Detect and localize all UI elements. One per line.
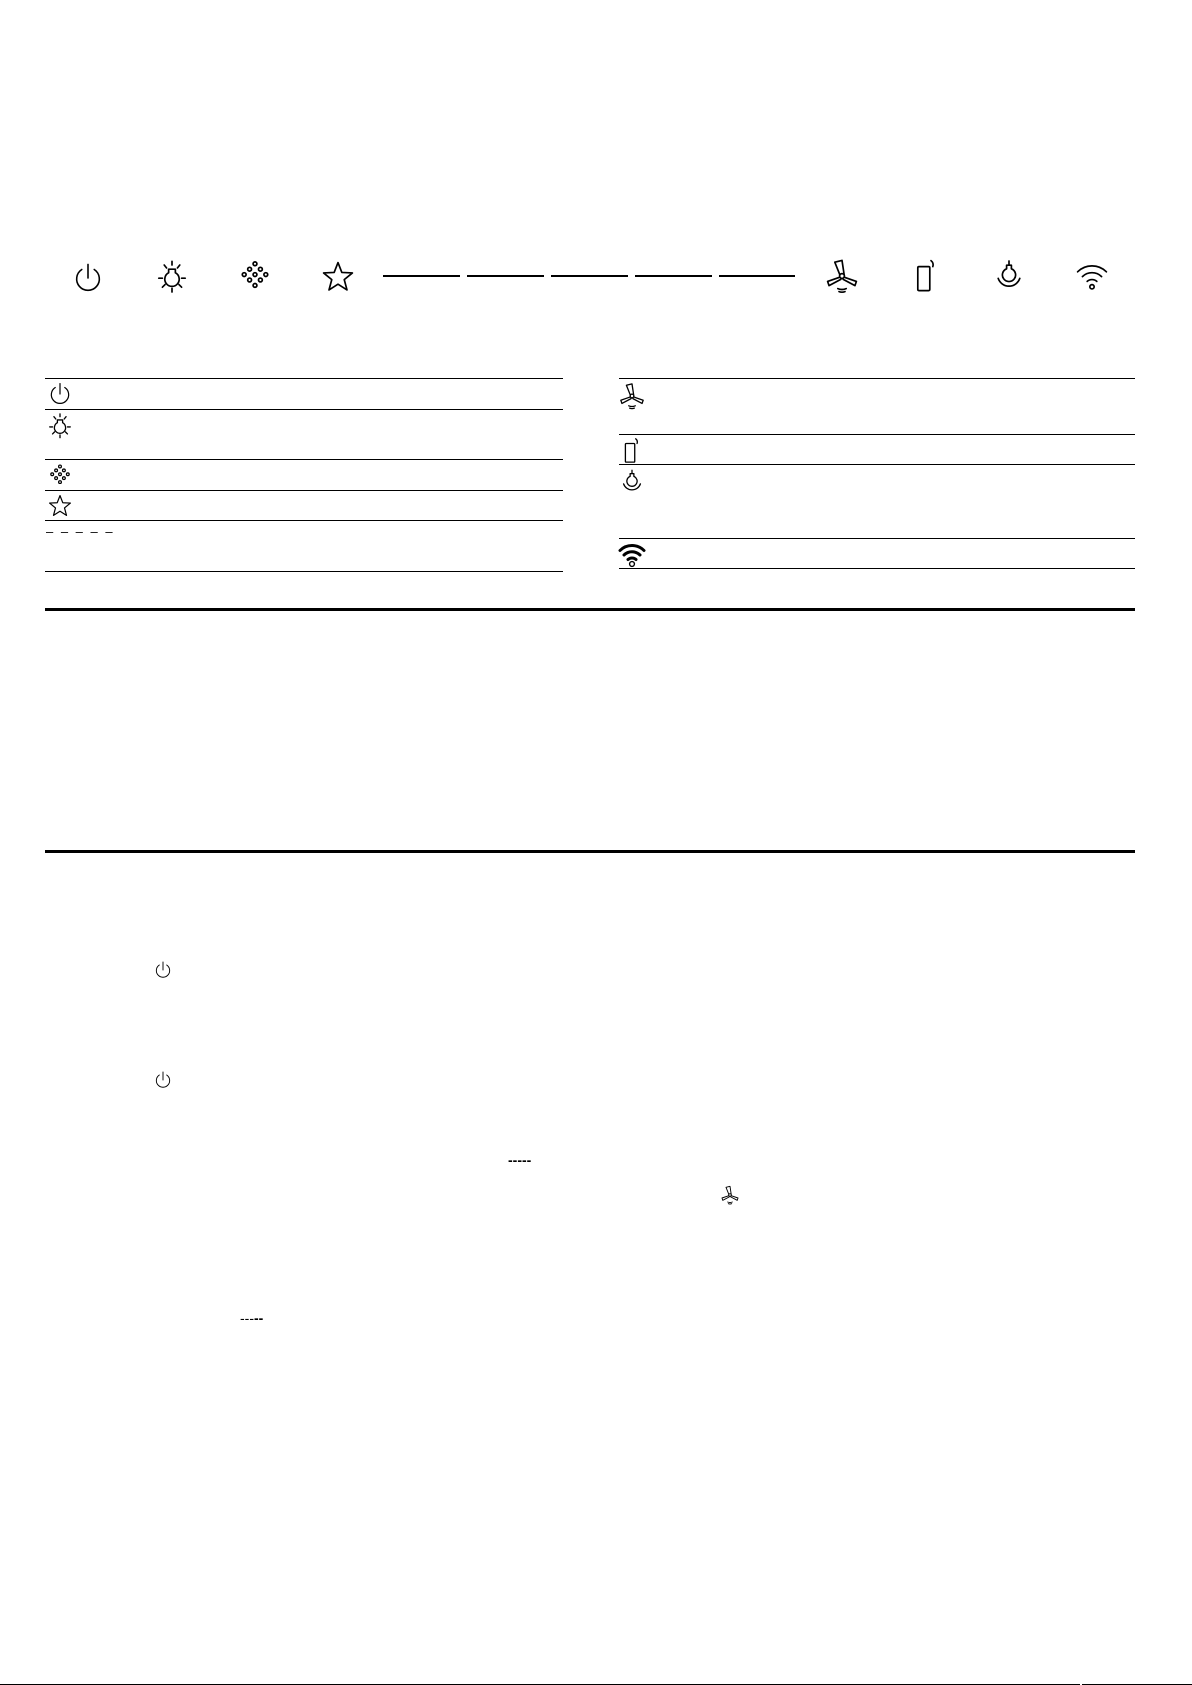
grease-filter-icon [47,463,73,489]
light-icon [46,412,74,440]
odour-filter-icon [617,436,645,464]
fan-stage-segment-4[interactable] [635,275,712,277]
fan-stage-segment-1[interactable] [383,275,460,277]
power-icon [47,381,73,407]
stage-display-bold: -- [254,1310,264,1326]
table-rule [619,464,1135,465]
table-rule [45,378,563,379]
table-rule [45,409,563,410]
wifi-icon [617,539,647,569]
fan-stage-segment-2[interactable] [467,275,544,277]
fan-stage-segment-5[interactable] [719,275,795,277]
fan-icon[interactable] [824,258,860,294]
favourite-star-icon [47,493,73,519]
odour-filter-icon[interactable] [907,257,943,293]
table-rule [45,571,563,572]
table-rule [619,538,1135,539]
hob-sensor-icon [618,468,646,496]
table-rule [45,490,563,491]
fan-icon [618,382,646,410]
section-divider [45,850,1135,853]
power-icon [153,960,173,980]
table-rule [45,520,563,521]
table-rule [45,459,563,460]
table-rule [619,568,1135,569]
table-rule [619,378,1135,379]
fan-stage-segment-3[interactable] [551,275,628,277]
fan-icon [720,1185,740,1205]
stage-display-light: --- [240,1310,254,1326]
grease-filter-icon[interactable] [237,259,273,295]
table-rule [619,434,1135,435]
power-icon [153,1070,173,1090]
power-icon[interactable] [71,261,105,295]
fan-stage-display-inline: ----- [508,1152,532,1168]
section-divider [45,608,1135,611]
hob-sensor-icon[interactable] [991,258,1027,294]
favourite-star-icon[interactable] [320,259,356,295]
fan-stage-display-inline-2 [240,1311,263,1325]
light-icon[interactable] [154,259,190,295]
fan-stage-display-icon: – – – – – [46,524,115,539]
wifi-icon[interactable] [1074,258,1110,294]
